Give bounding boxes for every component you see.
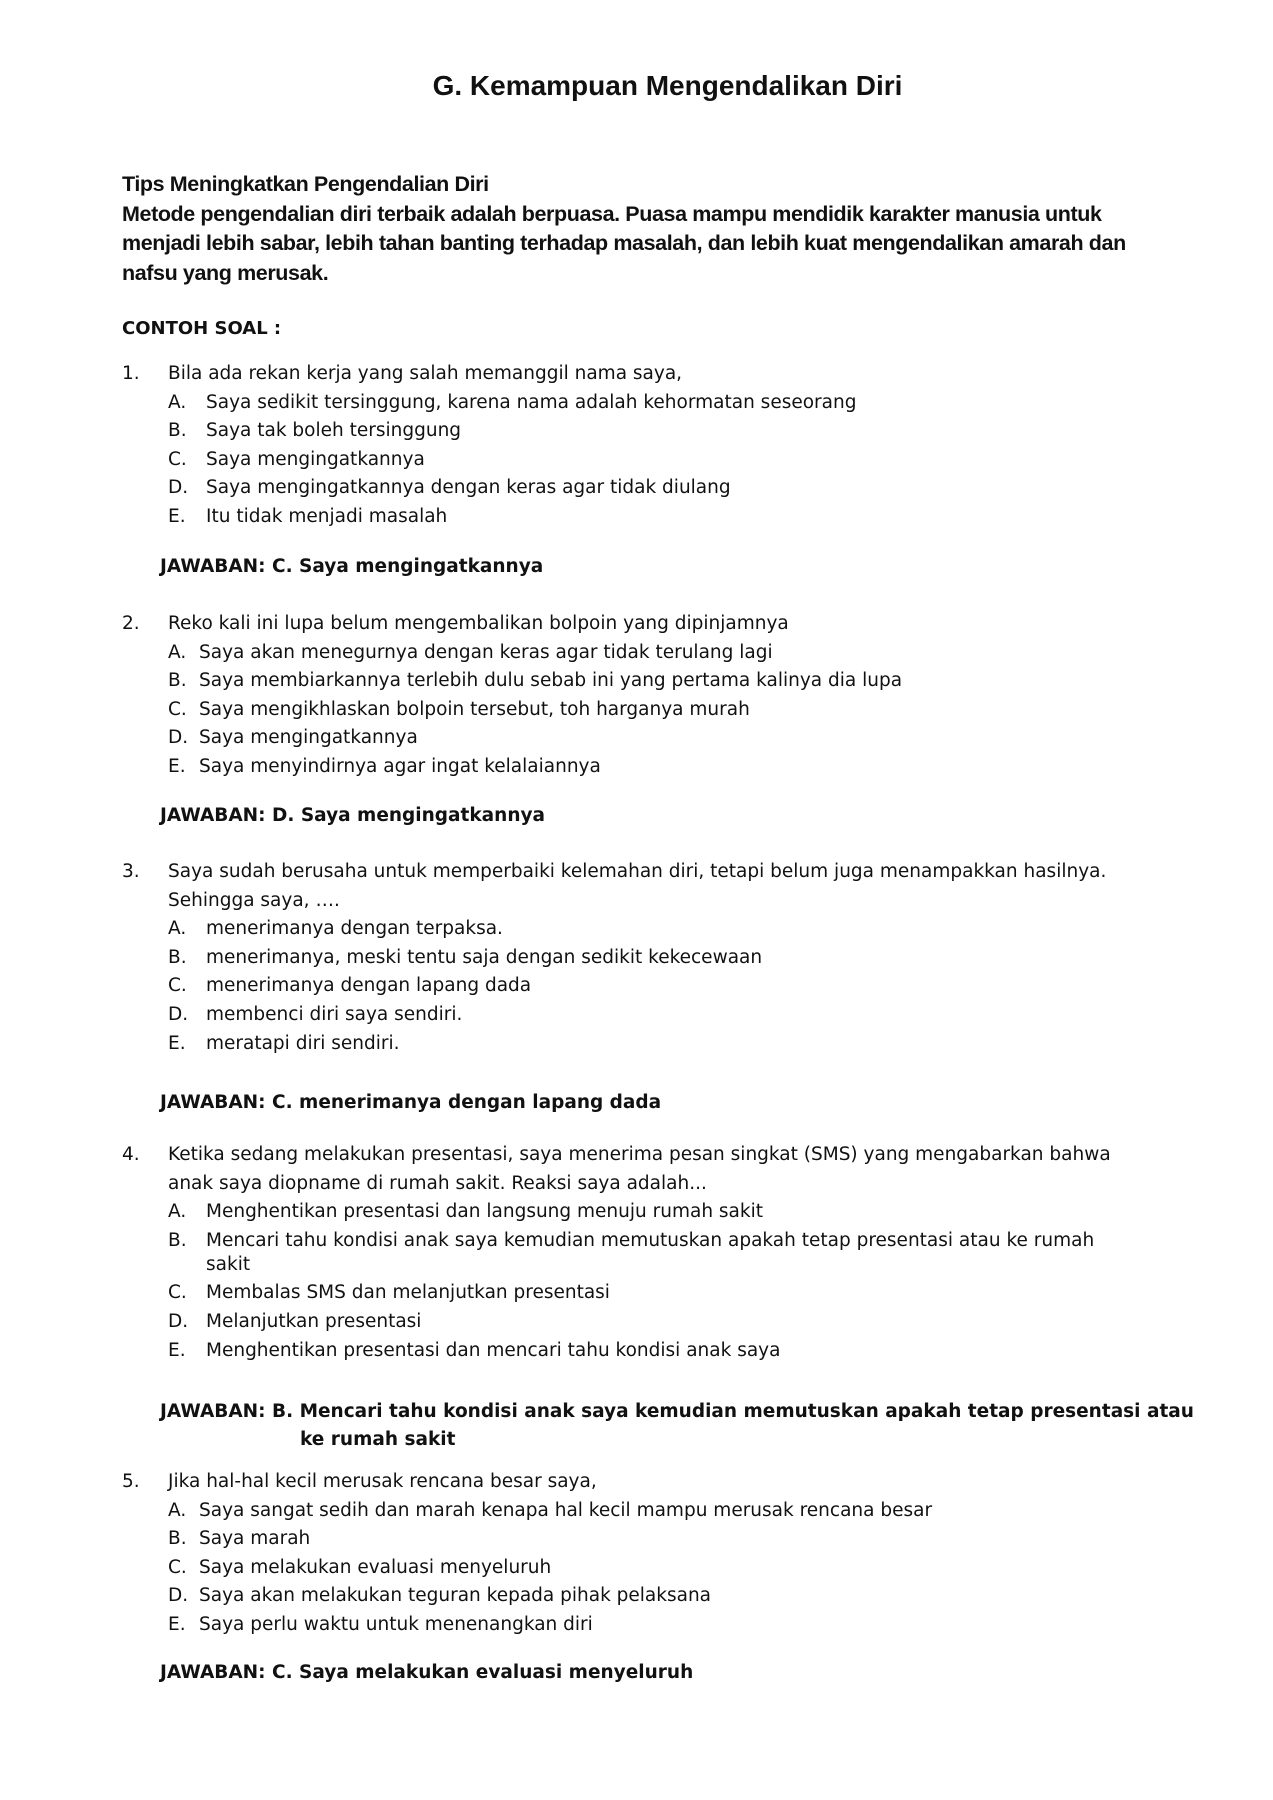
- option-letter: A.: [168, 918, 187, 940]
- question-text: Saya sudah berusaha untuk memperbaiki kelemahan diri, tetapi belum juga menampakkan hasilnya.: [168, 861, 1107, 882]
- option-text-continued: sakit: [206, 1254, 251, 1276]
- option-text: Saya membiarkannya terlebih dulu sebab ini yang pertama kalinya dia lupa: [199, 670, 903, 692]
- question-number: 5.: [122, 1471, 140, 1492]
- tips-line: Metode pengendalian diri terbaik adalah berpuasa. Puasa mampu mendidik karakter manusia untuk: [122, 201, 1102, 226]
- question-text: anak saya diopname di rumah sakit. Reaksi saya adalah...: [168, 1172, 707, 1194]
- option-text: Saya mengingatkannya: [206, 448, 425, 470]
- option-text: menerimanya, meski tentu saja dengan sedikit kekecewaan: [206, 946, 763, 968]
- tips-heading: Tips Meningkatkan Pengendalian Diri: [122, 172, 489, 196]
- option-letter: E.: [168, 1032, 186, 1054]
- option: [122, 1611, 1162, 1640]
- option-letter: E.: [168, 1339, 186, 1361]
- option: [122, 915, 1162, 944]
- option: [122, 696, 1162, 725]
- answer-2: JAWABAN: D. Saya mengingatkannya: [160, 805, 546, 826]
- option-letter: D.: [168, 727, 189, 749]
- option-letter: E.: [168, 505, 186, 527]
- option-letter: E.: [168, 755, 186, 777]
- option: [122, 1337, 1162, 1366]
- question-number: 1.: [122, 363, 140, 384]
- question-text: Ketika sedang melakukan presentasi, saya menerima pesan singkat (SMS) yang mengabarkan bahwa: [168, 1144, 1111, 1165]
- option-text: menerimanya dengan terpaksa.: [206, 918, 503, 940]
- option: [122, 753, 1162, 782]
- option-text: Saya marah: [199, 1528, 311, 1550]
- option-letter: B.: [168, 670, 187, 692]
- option: [122, 639, 1162, 668]
- option: [122, 1279, 1162, 1308]
- question-3: [122, 858, 1162, 1058]
- option-letter: B.: [168, 1229, 187, 1251]
- answer-4: JAWABAN: B. Mencari tahu kondisi anak saya kemudian memutuskan apakah tetap presentasi atau: [160, 1401, 1194, 1422]
- answer-5: JAWABAN: C. Saya melakukan evaluasi menyeluruh: [160, 1662, 694, 1683]
- option: [122, 1497, 1162, 1526]
- option: [122, 667, 1162, 696]
- option-text: Saya melakukan evaluasi menyeluruh: [199, 1556, 552, 1578]
- option-letter: B.: [168, 420, 187, 442]
- option: [122, 1198, 1162, 1227]
- option-text: Itu tidak menjadi masalah: [206, 505, 448, 527]
- option-text: Menghentikan presentasi dan mencari tahu kondisi anak saya: [206, 1339, 781, 1361]
- option-text: Membalas SMS dan melanjutkan presentasi: [206, 1282, 610, 1304]
- option-letter: A.: [168, 1499, 187, 1521]
- question-4: [122, 1141, 1162, 1365]
- option-letter: A.: [168, 641, 187, 663]
- option-letter: C.: [168, 448, 187, 470]
- option: [122, 1227, 1162, 1256]
- option: [122, 1308, 1162, 1337]
- option-text: Saya akan melakukan teguran kepada pihak pelaksana: [199, 1585, 712, 1607]
- option: [122, 446, 1162, 475]
- option-continuation: [122, 1255, 1162, 1279]
- option-letter: A.: [168, 1201, 187, 1223]
- option: [122, 1582, 1162, 1611]
- answer-4-continued: ke rumah sakit: [300, 1429, 456, 1450]
- answer-1: JAWABAN: C. Saya mengingatkannya: [160, 556, 544, 577]
- answer-3: JAWABAN: C. menerimanya dengan lapang dada: [160, 1092, 662, 1113]
- option: [122, 1525, 1162, 1554]
- option-letter: E.: [168, 1613, 186, 1635]
- option-text: Saya menyindirnya agar ingat kelalaiannya: [199, 755, 601, 777]
- option-text: Saya perlu waktu untuk menenangkan diri: [199, 1613, 593, 1635]
- option: [122, 389, 1162, 418]
- tips-line: nafsu yang merusak.: [122, 260, 329, 285]
- question-number: 4.: [122, 1144, 140, 1165]
- option-text: menerimanya dengan lapang dada: [206, 975, 532, 997]
- option: [122, 474, 1162, 503]
- page-title: G. Kemampuan Mengendalikan Diri: [432, 70, 903, 101]
- question-2: [122, 610, 1162, 782]
- option-text: Menghentikan presentasi dan langsung menuju rumah sakit: [206, 1201, 764, 1223]
- option-letter: B.: [168, 1528, 187, 1550]
- question-5: [122, 1468, 1162, 1640]
- option-text: Mencari tahu kondisi anak saya kemudian memutuskan apakah tetap presentasi atau ke rumah: [206, 1229, 1095, 1251]
- option-text: membenci diri saya sendiri.: [206, 1003, 463, 1025]
- option-text: Saya akan menegurnya dengan keras agar tidak terulang lagi: [199, 641, 773, 663]
- option-letter: A.: [168, 391, 187, 413]
- tips-section: [122, 170, 1162, 288]
- option-text: meratapi diri sendiri.: [206, 1032, 400, 1054]
- question-number: 3.: [122, 861, 140, 882]
- option: [122, 1030, 1162, 1059]
- question-number: 2.: [122, 613, 140, 634]
- option-letter: B.: [168, 946, 187, 968]
- option-text: Saya mengikhlaskan bolpoin tersebut, toh harganya murah: [199, 698, 750, 720]
- option-text: Saya sedikit tersinggung, karena nama adalah kehormatan seseorang: [206, 391, 857, 413]
- option-text: Saya sangat sedih dan marah kenapa hal kecil mampu merusak rencana besar: [199, 1499, 933, 1521]
- option: [122, 724, 1162, 753]
- tips-line: menjadi lebih sabar, lebih tahan banting terhadap masalah, dan lebih kuat mengendalikan amarah dan: [122, 231, 1126, 255]
- option: [122, 1554, 1162, 1583]
- option-text: Saya mengingatkannya: [199, 727, 418, 749]
- option-letter: D.: [168, 1585, 189, 1607]
- option-letter: C.: [168, 975, 187, 997]
- option-letter: C.: [168, 1556, 187, 1578]
- question-1: [122, 360, 1162, 532]
- option: [122, 944, 1162, 973]
- option: [122, 1001, 1162, 1030]
- option: [122, 417, 1162, 446]
- option: [122, 972, 1162, 1001]
- option-text: Melanjutkan presentasi: [206, 1310, 422, 1332]
- contoh-soal-label: CONTOH SOAL :: [122, 318, 282, 339]
- option-text: Saya mengingatkannya dengan keras agar tidak diulang: [206, 477, 731, 499]
- option-letter: D.: [168, 1310, 189, 1332]
- question-text: Jika hal-hal kecil merusak rencana besar saya,: [168, 1471, 597, 1492]
- option-text: Saya tak boleh tersinggung: [206, 420, 462, 442]
- option: [122, 503, 1162, 532]
- question-text: Bila ada rekan kerja yang salah memanggil nama saya,: [168, 363, 683, 384]
- option-letter: C.: [168, 1282, 187, 1304]
- question-text: Reko kali ini lupa belum mengembalikan bolpoin yang dipinjamnya: [168, 613, 789, 634]
- option-letter: C.: [168, 698, 187, 720]
- option-letter: D.: [168, 477, 189, 499]
- question-text: Sehingga saya, ….: [168, 889, 340, 911]
- option-letter: D.: [168, 1003, 189, 1025]
